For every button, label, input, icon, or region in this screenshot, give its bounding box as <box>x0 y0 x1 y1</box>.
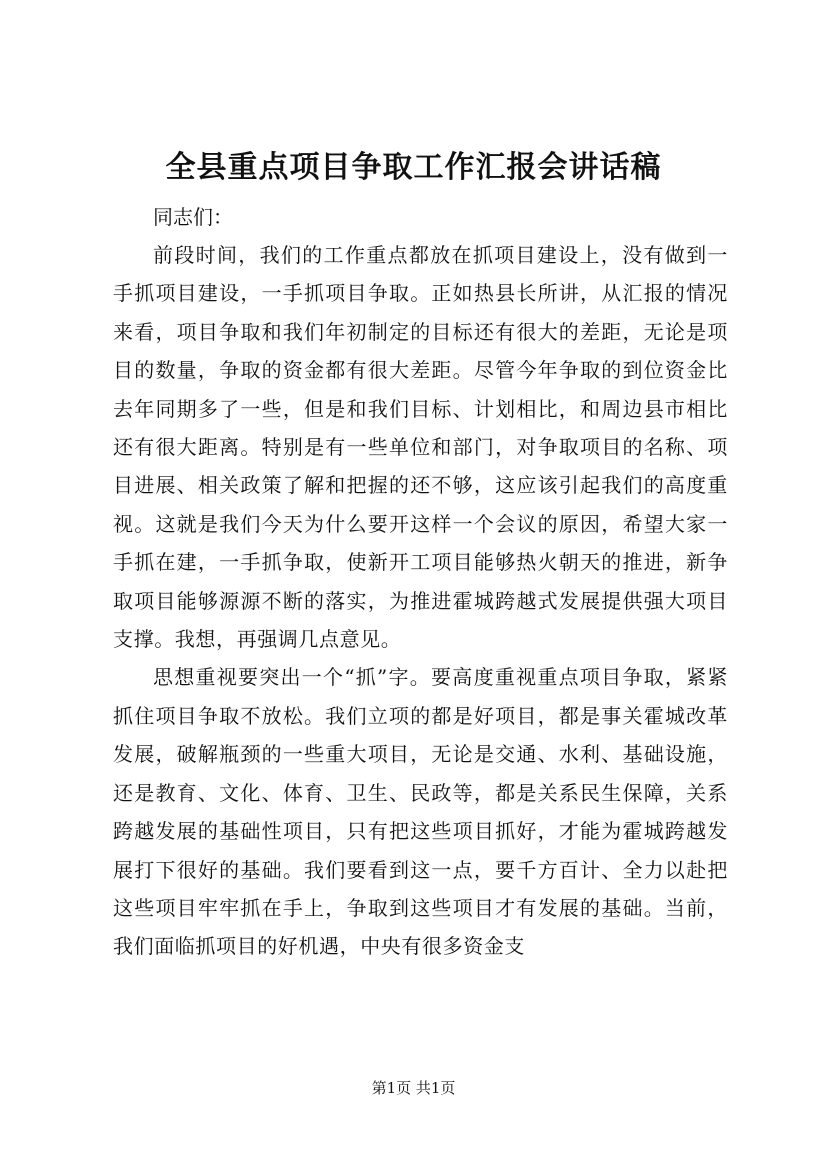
page-footer: 第1页 共1页 <box>371 1079 456 1097</box>
paragraph-1: 前段时间，我们的工作重点都放在抓项目建设上，没有做到一手抓项目建设，一手抓项目争取。正如热县长所讲，从汇报的情况来看，项目争取和我们年初制定的目标还有很大的差距，无论是项目的数量，争取的资金都有很大差距。尽管今年争取的到位资金比去年同期多了一些，但是和我们目标、计划相比，和周边县市相比还有很大距离。特别是有一些单位和部门，对争取项目的名称、项目进展、相关政策了解和把握的还不够，这应该引起我们的高度重视。这就是我们今天为什么要开这样一个会议的原因，希望大家一手抓在建，一手抓争取，使新开工项目能够热火朝天的推进，新争取项目能够源源不断的落实，为推进霍城跨越式发展提供强大项目支撑。我想，再强调几点意见。 <box>113 243 728 652</box>
document-title: 全县重点项目争取工作汇报会讲话稿 <box>165 150 662 185</box>
paragraph-2: 思想重视要突出一个“抓”字。要高度重视重点项目争取，紧紧抓住项目争取不放松。我们立项的都是好项目，都是事关霍城改革发展，破解瓶颈的一些重大项目，无论是交通、水利、基础设施，还是教育、文化、体育、卫生、民政等，都是关系民生保障，关系跨越发展的基础性项目，只有把这些项目抓好，才能为霍城跨越发展打下很好的基础。我们要看到这一点，要千方百计、全力以赴把这些项目牢牢抓在手上，争取到这些项目才有发展的基础。当前，我们面临抓项目的好机遇，中央有很多资金支 <box>113 665 728 959</box>
salutation: 同志们： <box>153 205 233 229</box>
document-body <box>113 198 728 966</box>
